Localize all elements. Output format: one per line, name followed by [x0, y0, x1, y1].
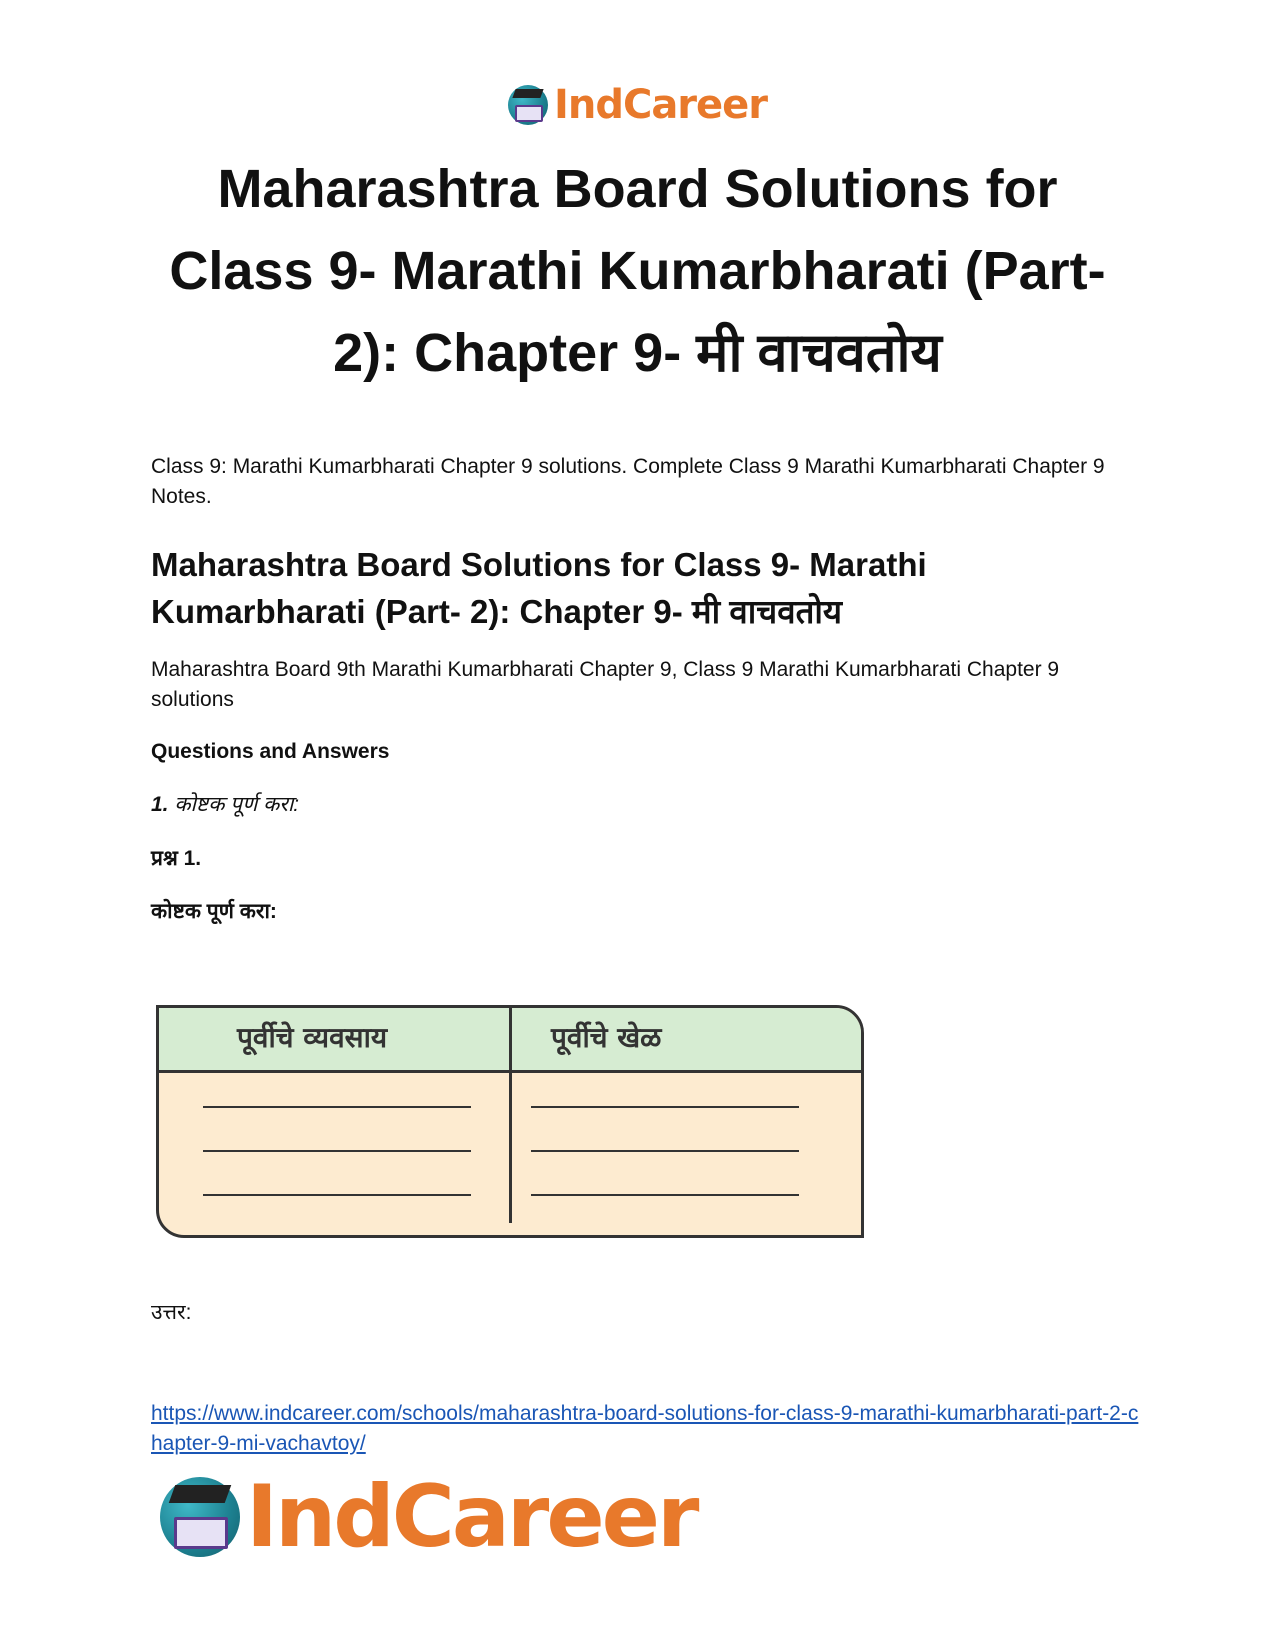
question-number: 1.: [151, 793, 169, 816]
blank-line: [531, 1106, 799, 1108]
blank-line: [203, 1194, 471, 1196]
footer-logo: [160, 1467, 697, 1567]
footer-logo-text: IndCareer: [246, 1467, 697, 1567]
blank-line: [203, 1106, 471, 1108]
intro-paragraph: Class 9: Marathi Kumarbharati Chapter 9 solutions. Complete Class 9 Marathi Kumarbharati Chapter 9 Notes.: [151, 455, 1105, 508]
question-text: कोष्टक पूर्ण करा:: [151, 900, 277, 923]
section-heading: Maharashtra Board Solutions for Class 9- Marathi Kumarbharati (Part- 2): Chapter 9- मी वाचवतोय: [151, 546, 927, 630]
header-logo: [0, 80, 1275, 130]
table-header-occupations: पूर्वीचे व्यवसाय: [237, 1021, 388, 1054]
blank-line: [531, 1194, 799, 1196]
logo-text: IndCareer: [553, 82, 768, 128]
question-title: कोष्टक पूर्ण करा:: [174, 793, 300, 816]
blank-line: [531, 1150, 799, 1152]
graduation-globe-icon: [508, 85, 548, 125]
qa-heading: Questions and Answers: [151, 740, 390, 763]
question-heading: [151, 791, 299, 819]
description-paragraph: Maharashtra Board 9th Marathi Kumarbharati Chapter 9, Class 9 Marathi Kumarbharati Chapter 9 solutions: [151, 658, 1060, 711]
page-title: Maharashtra Board Solutions for Class 9- Marathi Kumarbharati (Part- 2): Chapter 9- मी वाचवतोय: [169, 159, 1106, 383]
table-header-games: पूर्वीचे खेळ: [551, 1021, 662, 1054]
graduation-globe-icon: [160, 1477, 240, 1557]
answer-label: उत्तर:: [151, 1301, 192, 1324]
fill-in-table-image: [156, 1005, 864, 1238]
table-column-divider: [509, 1008, 512, 1223]
blank-line: [203, 1150, 471, 1152]
source-link[interactable]: https://www.indcareer.com/schools/maharashtra-board-solutions-for-class-9-marathi-kumarbharati-part-2-chapter-9-mi-vachavtoy/: [151, 1402, 1139, 1455]
question-label: प्रश्न 1.: [151, 847, 202, 870]
table-frame: [156, 1005, 864, 1238]
